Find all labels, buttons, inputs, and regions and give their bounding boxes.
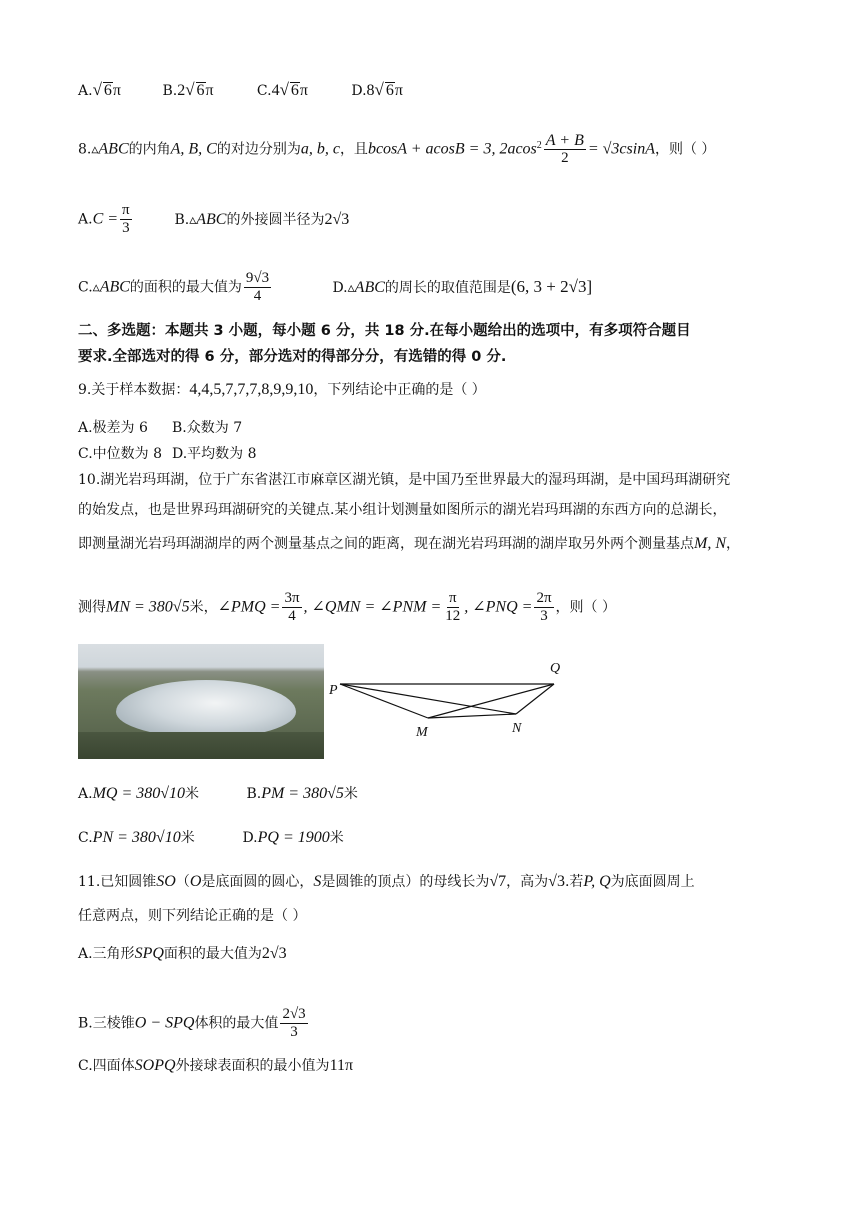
q8-option-d-tri: ABC <box>354 278 385 296</box>
q11-line2: 任意两点，则下列结论正确的是（ ） <box>78 908 307 924</box>
section2-heading-line2: 要求.全部选对的得 6 分，部分选对的得部分分，有选错的得 0 分. <box>78 349 507 365</box>
q8-fraction-den: 2 <box>561 150 569 166</box>
q7-option-d <box>351 80 403 101</box>
line-nq <box>516 684 554 714</box>
q8-equation1: bcosA + acosB = 3, 2acos <box>367 140 537 158</box>
q10-option-a-math: MQ = 380√10 <box>92 785 186 802</box>
q8-stem <box>78 132 715 167</box>
q8-option-a-frac <box>120 202 132 237</box>
q7-option-a-radicand: 6 <box>103 82 112 99</box>
q8-text1: 的内角 <box>128 141 171 158</box>
q11-o: O <box>189 873 202 890</box>
triangle-symbol: ▵ <box>91 141 99 158</box>
q7-option-b-radicand: 6 <box>196 82 205 99</box>
q8-option-c-frac <box>244 270 271 305</box>
point-p-label: P <box>329 683 338 698</box>
q8-option-a <box>78 202 170 237</box>
point-m-label: M <box>416 725 428 740</box>
q10-angle1: ∠PMQ = <box>217 598 281 616</box>
q10-line3-end: ， <box>726 536 740 552</box>
q10-angle3-frac <box>534 590 553 625</box>
q10-angle3: , ∠PNQ = <box>464 598 533 616</box>
line-pn <box>340 684 516 714</box>
q8-option-c-tri: ABC <box>99 278 130 296</box>
q10-option-a-label: A. <box>78 786 93 802</box>
q10-angle1-num: 3π <box>284 590 300 606</box>
section2-heading-line1: 二、多选题：本题共 3 小题，每小题 6 分，共 18 分.在每小题给出的选项中，有多项符合题目 <box>78 323 691 339</box>
q8-triangle: ABC <box>98 140 129 158</box>
q10-option-b-math: PM = 380√5 <box>261 785 344 802</box>
q11-option-c <box>78 1056 353 1076</box>
q7-option-b-coef: 2 <box>177 82 186 99</box>
q10-option-d-label: D. <box>242 830 258 846</box>
q8-option-c <box>78 270 328 305</box>
q8-option-a-label: A. <box>78 211 93 228</box>
q11-option-b-den: 3 <box>290 1024 298 1040</box>
q7-options <box>78 80 403 101</box>
q8-sides: a, b, c <box>300 140 340 158</box>
triangle-symbol: ▵ <box>347 279 355 296</box>
q10-mn: MN = 380√5 <box>106 598 190 616</box>
q11-option-b-frac <box>280 1006 307 1041</box>
q11-s: S <box>313 873 322 890</box>
lake-geometry-diagram <box>328 656 568 740</box>
q8-fraction-num: A + B <box>545 132 584 149</box>
q8-option-b-text: 的外接圆半径为 <box>226 211 325 228</box>
q10-option-d <box>242 828 343 848</box>
q7-option-c <box>257 80 347 101</box>
q9-stem <box>78 380 486 400</box>
q11-text-e: ，高为 <box>506 874 549 890</box>
diagram-lines <box>340 684 554 718</box>
q10-angle2-num: π <box>448 590 457 606</box>
q11-text-c: 是底面圆的圆心， <box>201 874 314 890</box>
q11-text-g: 为底面圆周上 <box>610 874 695 890</box>
q9-options-ab <box>78 418 242 438</box>
q10-angle2-den: 12 <box>445 608 461 624</box>
q10-line1: 10.湖光岩玛珥湖，位于广东省湛江市麻章区湖光镇，是中国乃至世界最大的湿玛珥湖，是中国玛珥湖研究 <box>78 472 731 488</box>
triangle-symbol: ▵ <box>92 279 100 296</box>
q10-angle3-den: 3 <box>540 608 548 624</box>
radical-sign: √ <box>92 80 102 99</box>
q8-end: ，则（ ） <box>654 141 716 158</box>
radical-sign: √ <box>279 80 289 99</box>
q8-option-c-label: C. <box>78 279 93 296</box>
q10-options-ab <box>78 784 358 804</box>
q10-option-c-label: C. <box>78 830 93 846</box>
radical-sign: √ <box>374 80 384 99</box>
q8-text2: 的对边分别为 <box>216 141 301 158</box>
q9-option-d: D.平均数为 8 <box>172 446 257 462</box>
q11-option-b-num: 2√3 <box>282 1006 306 1022</box>
q11-text-b: （ <box>175 874 190 890</box>
q11-option-a-text1: A.三角形 <box>78 946 135 962</box>
q10-line4-b: 米， <box>189 599 218 616</box>
q10-option-d-math: PQ = 1900 <box>257 829 330 846</box>
q8-exponent: 2 <box>536 139 542 151</box>
q8-text3: ，且 <box>339 141 368 158</box>
q10-angle1-den: 4 <box>288 608 296 624</box>
q10-line3-math: M, N <box>694 535 726 552</box>
q7-option-b-label: B. <box>162 83 178 99</box>
q8-options-ab <box>78 202 349 237</box>
q8-option-d-text: 的周长的取值范围是 <box>384 279 511 296</box>
q10-line2: 的始发点，也是世界玛珥湖研究的关键点.某小组计划测量如图所示的湖光岩玛珥湖的东西方向的总湖长， <box>78 502 727 518</box>
q9-stem-end: ，下列结论中正确的是（ ） <box>313 382 486 398</box>
q7-option-d-radicand: 6 <box>385 82 394 99</box>
q11-so: SO <box>156 873 176 890</box>
q10-angle3-num: 2π <box>536 590 552 606</box>
line-pm <box>340 684 428 718</box>
q11-generatrix: √7 <box>489 873 507 890</box>
q8-option-a-den: 3 <box>122 220 130 236</box>
q10-option-d-unit: 米 <box>329 830 344 846</box>
q8-option-d-label: D. <box>332 279 348 296</box>
q7-option-a <box>78 80 158 101</box>
q11-option-b-math: O − SPQ <box>134 1014 195 1032</box>
q8-option-b-value: 2√3 <box>324 210 350 228</box>
q11-option-b-text1: B.三棱锥 <box>78 1015 135 1032</box>
q7-option-c-pi: π <box>299 82 308 99</box>
q9-option-a: A.极差为 6 <box>78 420 148 436</box>
q7-option-b <box>162 80 252 101</box>
point-q-label: Q <box>550 661 561 676</box>
q8-option-b-label: B. <box>174 211 190 228</box>
q11-line1 <box>78 872 695 892</box>
q10-options-cd <box>78 828 344 848</box>
q8-option-c-den: 4 <box>253 288 262 304</box>
q10-option-b-unit: 米 <box>343 786 358 802</box>
q7-option-c-coef: 4 <box>271 82 280 99</box>
q7-option-c-label: C. <box>256 83 272 99</box>
q11-option-c-text2: 外接球表面积的最小值为 <box>175 1058 330 1074</box>
radical-sign: √ <box>185 80 195 99</box>
q10-angle1-frac <box>282 590 301 625</box>
q11-option-c-text1: C.四面体 <box>78 1058 135 1074</box>
q7-option-a-label: A. <box>78 83 93 99</box>
q8-number: 8. <box>78 141 92 158</box>
q11-height: √3 <box>548 873 565 890</box>
q10-option-a-unit: 米 <box>185 786 200 802</box>
q11-option-c-value: 11π <box>329 1057 354 1074</box>
q11-text-a: 11.已知圆锥 <box>78 874 157 890</box>
q9-data: 4,4,5,7,7,7,8,9,9,10 <box>189 381 314 398</box>
q8-option-a-lhs: C = <box>92 210 119 228</box>
q10-option-c <box>78 828 238 848</box>
q11-text-f: .若 <box>564 874 584 890</box>
q11-option-b <box>78 1006 310 1041</box>
q11-text-d: 是圆锥的顶点）的母线长为 <box>321 874 490 890</box>
q11-option-b-text2: 体积的最大值 <box>194 1015 279 1032</box>
q10-line4-end: ，则（ ） <box>555 599 616 616</box>
q8-fraction <box>544 132 586 167</box>
line-mq <box>428 684 554 718</box>
q7-option-a-pi: π <box>112 82 121 99</box>
q8-angles: A, B, C <box>170 140 217 158</box>
lake-shore <box>78 732 324 759</box>
q10-angle2: , ∠QMN = ∠PNM = <box>303 598 442 616</box>
q10-option-c-math: PN = 380√10 <box>92 829 181 846</box>
q7-option-d-pi: π <box>394 82 403 99</box>
q9-option-c: C.中位数为 8 <box>78 446 163 462</box>
point-n-label: N <box>512 721 522 736</box>
q7-option-b-pi: π <box>205 82 214 99</box>
q8-option-c-num: 9√3 <box>245 270 270 286</box>
q10-option-b <box>246 784 357 804</box>
q11-option-c-math: SOPQ <box>134 1057 176 1074</box>
lake-photo <box>78 644 324 759</box>
q11-pq: P, Q <box>583 873 611 890</box>
q8-option-c-text: 的面积的最大值为 <box>129 279 242 296</box>
q8-option-d-value: (6, 3 + 2√3] <box>510 276 593 296</box>
triangle-symbol: ▵ <box>189 211 197 228</box>
q9-stem-text: 9.关于样本数据： <box>78 382 190 398</box>
q7-option-d-label: D. <box>351 83 367 99</box>
q10-option-a <box>78 784 242 804</box>
q8-option-d <box>332 277 592 298</box>
q10-line4 <box>78 590 616 625</box>
q7-option-d-coef: 8 <box>366 82 375 99</box>
q11-option-a <box>78 944 287 964</box>
q9-option-b: B.众数为 7 <box>172 420 243 436</box>
q10-angle2-frac <box>443 590 462 625</box>
q10-option-b-label: B. <box>246 786 262 802</box>
q9-options-cd <box>78 444 257 464</box>
q7-option-c-radicand: 6 <box>290 82 299 99</box>
q8-options-cd <box>78 270 592 305</box>
q11-option-a-text2: 面积的最大值为 <box>163 946 262 962</box>
q8-option-b <box>174 210 349 230</box>
q8-option-b-tri: ABC <box>196 210 227 228</box>
q11-option-a-math: SPQ <box>134 945 164 962</box>
q8-option-a-num: π <box>122 202 130 218</box>
q10-line3-text: 即测量湖光岩玛珥湖湖岸的两个测量基点之间的距离，现在湖光岩玛珥湖的湖岸取另外两个测量基点 <box>78 536 694 552</box>
q10-option-c-unit: 米 <box>180 830 195 846</box>
q11-option-a-value: 2√3 <box>261 945 287 962</box>
q10-line3 <box>78 534 740 554</box>
lake-water <box>116 680 296 738</box>
q10-line4-a: 测得 <box>78 599 106 616</box>
q8-equation2: = √3csinA <box>587 140 655 158</box>
